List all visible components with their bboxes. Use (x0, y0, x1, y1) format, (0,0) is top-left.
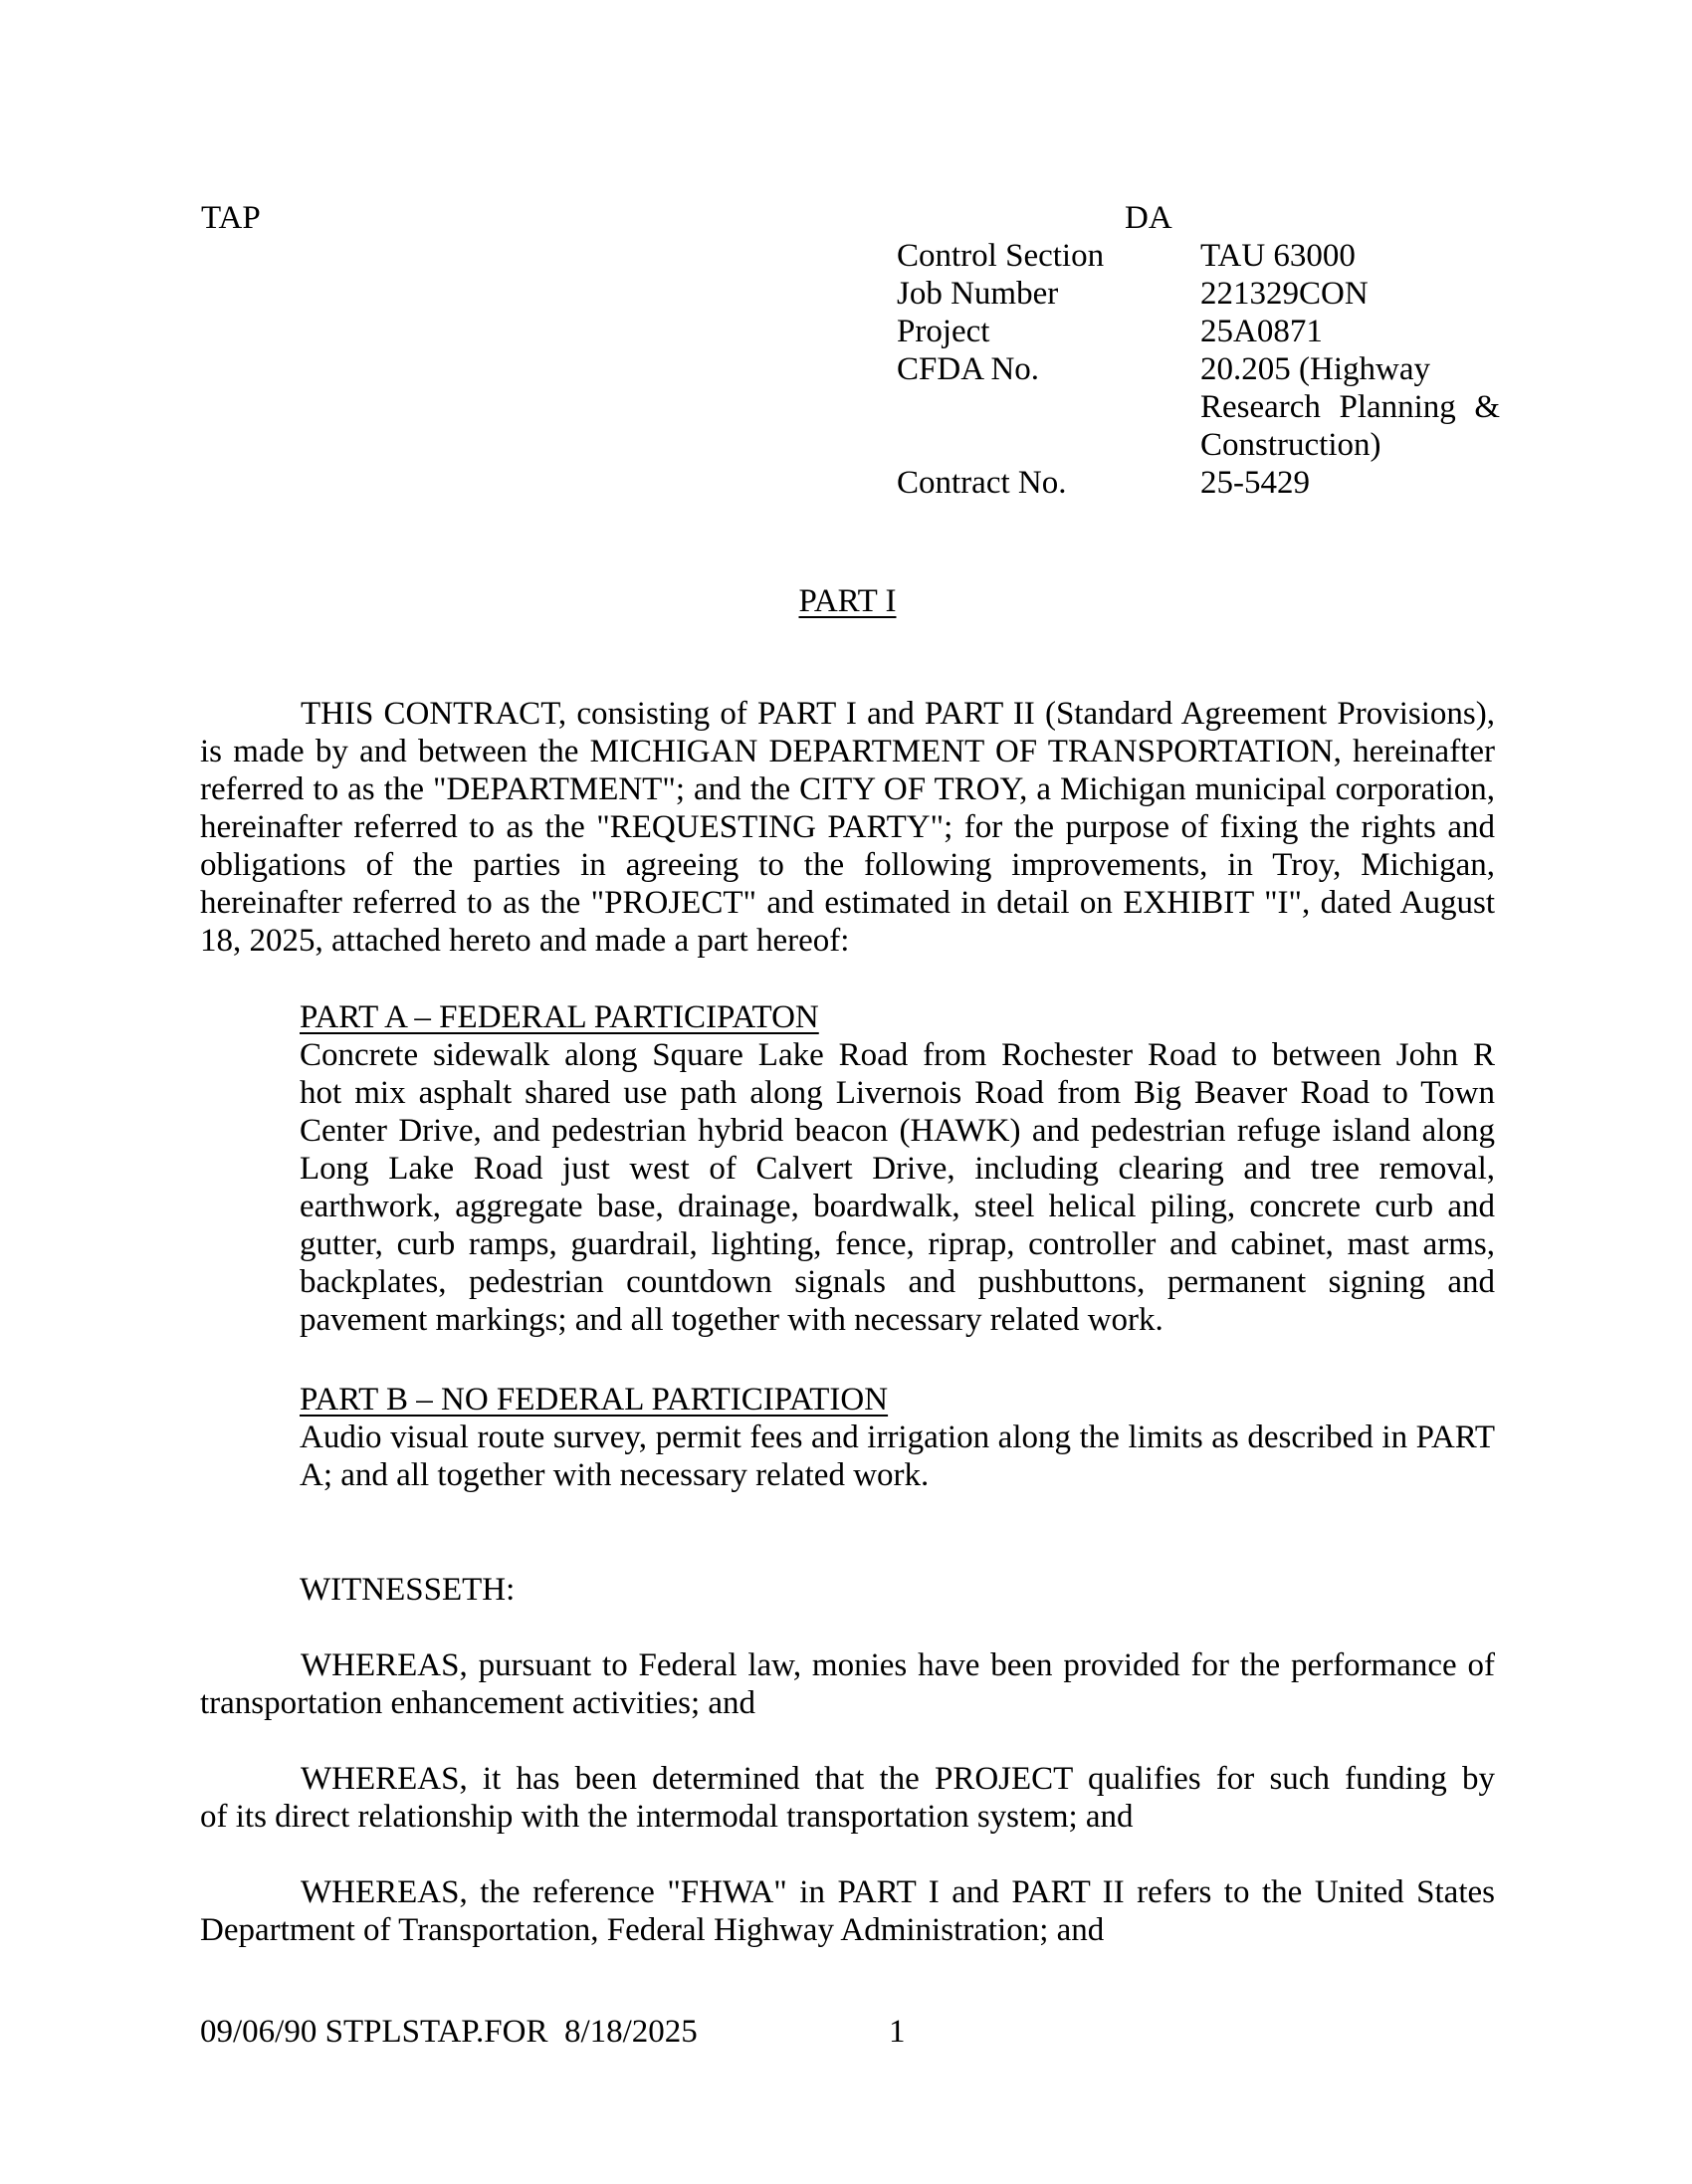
whereas-clause (200, 1646, 1495, 1722)
field-label: Control Section (897, 238, 1105, 274)
field-value: 25A0871 (1200, 314, 1323, 349)
field-label: Contract No. (897, 465, 1067, 501)
paragraph-line: hot mix asphalt shared use path along Livernois Road from Big Beaver Road to Town (300, 1075, 1495, 1111)
paragraph-line: referred to as the "DEPARTMENT"; and the CITY OF TROY, a Michigan municipal corporation, (200, 771, 1495, 807)
part-b-section (300, 1381, 1495, 1494)
paragraph-line: of its direct relationship with the intermodal transportation system; and (200, 1799, 1134, 1835)
page-number: 1 (889, 2014, 906, 2050)
header-right-code: DA (1125, 200, 1172, 236)
paragraph-line: is made by and between the MICHIGAN DEPARTMENT OF TRANSPORTATION, hereinafter (200, 734, 1495, 769)
field-value: 20.205 (Highway (1200, 351, 1430, 387)
paragraph-line: earthwork, aggregate base, drainage, boardwalk, steel helical piling, concrete curb and (300, 1189, 1495, 1224)
field-value: Construction) (1200, 427, 1381, 463)
field-value: TAU 63000 (1200, 238, 1356, 274)
paragraph-line: hereinafter referred to as the "REQUESTING PARTY"; for the purpose of fixing the rights and (200, 809, 1495, 845)
paragraph-line: WHEREAS, the reference "FHWA" in PART I and PART II refers to the United States (301, 1874, 1495, 1910)
footer-form-id: 09/06/90 STPLSTAP.FOR 8/18/2025 (200, 2014, 698, 2050)
paragraph-line: 18, 2025, attached hereto and made a part hereof: (200, 923, 850, 959)
header-left-code: TAP (201, 200, 261, 236)
paragraph-line: hereinafter referred to as the "PROJECT" and estimated in detail on EXHIBIT "I", dated August (200, 885, 1495, 921)
paragraph-line: WHEREAS, pursuant to Federal law, monies have been provided for the performance of (301, 1647, 1495, 1683)
field-label: Job Number (897, 276, 1059, 312)
paragraph-line: Audio visual route survey, permit fees and irrigation along the limits as described in PART (300, 1420, 1495, 1455)
part-b-heading: PART B – NO FEDERAL PARTICIPATION (300, 1382, 889, 1418)
paragraph-line: A; and all together with necessary related work. (300, 1457, 930, 1493)
paragraph-line: transportation enhancement activities; and (200, 1685, 756, 1721)
paragraph-line: obligations of the parties in agreeing to the following improvements, in Troy, Michigan, (200, 847, 1495, 883)
field-contract-no (897, 464, 1514, 502)
paragraph-line: Department of Transportation, Federal Highway Administration; and (200, 1912, 1105, 1948)
paragraph-line: Center Drive, and pedestrian hybrid beacon (HAWK) and pedestrian refuge island along (300, 1113, 1495, 1149)
paragraph-line: pavement markings; and all together with necessary related work. (300, 1302, 1163, 1338)
field-value: 221329CON (1200, 276, 1369, 312)
field-value: Research Planning & (1200, 389, 1500, 425)
paragraph-line: gutter, curb ramps, guardrail, lighting, fence, riprap, controller and cabinet, mast arms, (300, 1226, 1495, 1262)
field-control-section (897, 237, 1514, 275)
field-value: 25-5429 (1200, 465, 1310, 501)
paragraph-line: backplates, pedestrian countdown signals and pushbuttons, permanent signing and (300, 1264, 1495, 1300)
whereas-clause (200, 1760, 1495, 1836)
field-label: Project (897, 314, 990, 349)
intro-paragraph (200, 695, 1495, 960)
paragraph-line: Long Lake Road just west of Calvert Drive, including clearing and tree removal, (300, 1151, 1495, 1187)
field-cfda-no-cont2 (897, 426, 1514, 464)
part-a-section (300, 998, 1495, 1339)
paragraph-line: THIS CONTRACT, consisting of PART I and PART II (Standard Agreement Provisions), (301, 696, 1495, 732)
field-project (897, 313, 1514, 350)
page-title: PART I (798, 583, 897, 619)
whereas-clause (200, 1873, 1495, 1949)
part-a-heading: PART A – FEDERAL PARTICIPATON (300, 999, 819, 1035)
paragraph-line: Concrete sidewalk along Square Lake Road from Rochester Road to between John R (300, 1037, 1495, 1073)
field-cfda-no (897, 350, 1514, 388)
field-cfda-no-cont (897, 388, 1514, 426)
paragraph-line: WHEREAS, it has been determined that the PROJECT qualifies for such funding by (301, 1761, 1495, 1797)
field-job-number (897, 275, 1514, 313)
witnesseth-heading: WITNESSETH: (300, 1572, 516, 1608)
field-label: CFDA No. (897, 351, 1040, 387)
